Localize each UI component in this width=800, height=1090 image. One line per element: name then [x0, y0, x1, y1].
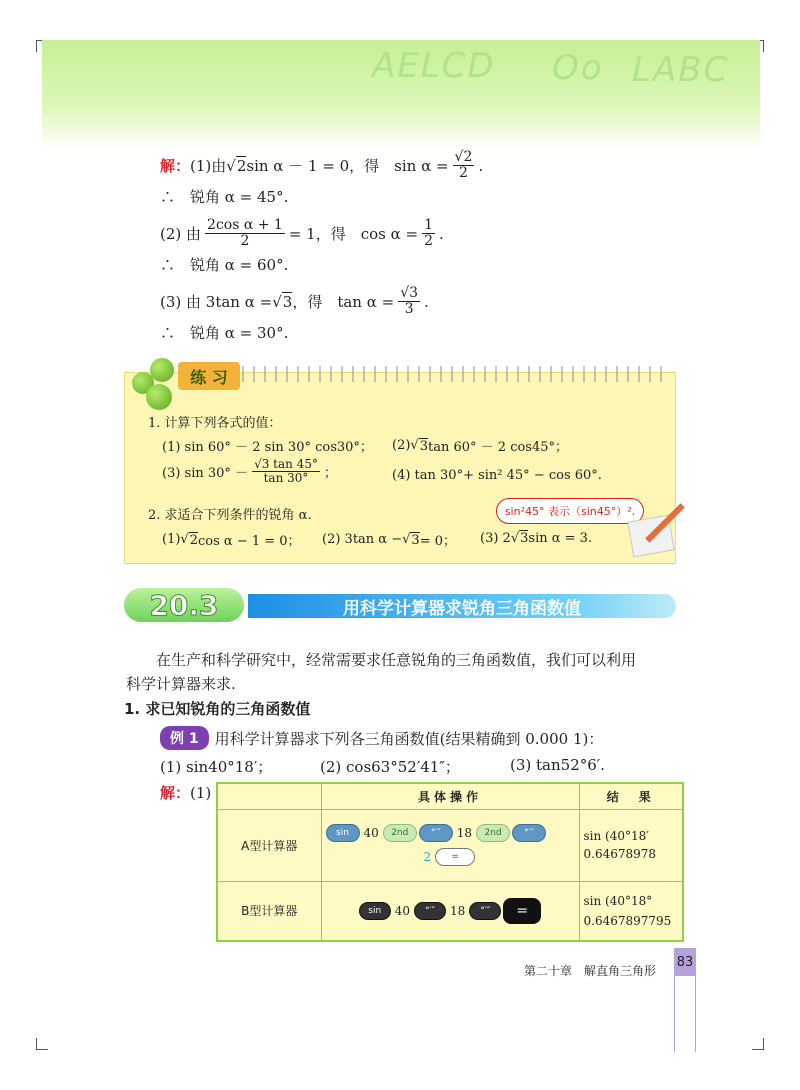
- practice-q1: 1. 计算下列各式的值：: [148, 416, 282, 431]
- sin-key-icon: sin: [359, 902, 391, 920]
- calculator-table: [216, 782, 684, 942]
- sqrt-radicand: 2: [236, 157, 247, 176]
- fraction: [398, 286, 420, 318]
- practice-q1-3: [162, 458, 337, 485]
- solution-text: .: [424, 292, 429, 311]
- conclusion-3: ∴ 锐角 α = 30°.: [160, 324, 289, 342]
- practice-text: cos α − 1 = 0；: [198, 534, 301, 549]
- practice-q1-1: (1) sin 60° － 2 sin 30° cos30°；: [162, 440, 373, 455]
- conclusion-2: ∴ 锐角 α = 60°.: [160, 256, 289, 274]
- banner-decoration-right: LABC: [632, 50, 730, 90]
- row-label: B型计算器: [217, 881, 321, 941]
- practice-q2: 2. 求适合下列条件的锐角 α.: [148, 508, 312, 523]
- notebook-spiral: [242, 366, 662, 382]
- example-badge: 例 1: [160, 726, 209, 750]
- fraction: [422, 218, 435, 250]
- example-text: 用科学计算器求下列各三角函数值(结果精确到 0.000 1)：: [214, 729, 604, 748]
- practice-text: (1): [162, 532, 181, 547]
- solution-text: (2) 由: [160, 225, 202, 244]
- section-title-bar: [248, 594, 676, 618]
- example-solution-start: [160, 782, 211, 803]
- banner-decoration-mid: Oo: [552, 48, 604, 88]
- section-number: 20.3: [149, 588, 219, 622]
- result-expression: sin (40°18°: [583, 893, 653, 908]
- page-edge-rule: [674, 976, 696, 1052]
- table-header: 结 果: [579, 783, 683, 809]
- solution-text: .: [439, 224, 444, 243]
- fraction-numerator: √3 tan 45°: [254, 457, 318, 471]
- second-function-key-icon: 2nd: [476, 824, 510, 842]
- practice-tag: 练 习: [178, 362, 240, 390]
- crop-mark-bottom-left: [36, 1038, 48, 1050]
- solution-text: sin α － 1 = 0，得 sin α =: [246, 157, 449, 176]
- chapter-footer: 第二十章 解直角三角形: [524, 964, 657, 978]
- fraction-denominator: 3: [404, 301, 414, 318]
- practice-text: tan 60° － 2 cos45°；: [428, 440, 569, 455]
- solution-text: ，得 tan α =: [292, 293, 395, 312]
- practice-text: ；: [323, 466, 337, 482]
- table-header: 具体操作: [321, 783, 579, 809]
- operation-cell: [321, 809, 579, 881]
- solution-label: 解：: [160, 157, 191, 176]
- practice-q1-2: (2) √ 3 tan 60° － 2 cos45°；: [392, 438, 569, 455]
- fraction-numerator: 1: [424, 217, 434, 233]
- fraction: [252, 458, 320, 485]
- fraction-numerator: √2: [454, 149, 473, 165]
- equals-key-icon: =: [503, 898, 541, 924]
- conclusion-1: ∴ 锐角 α = 45°.: [160, 188, 289, 206]
- operand: 18: [450, 903, 466, 918]
- table-header: [217, 783, 321, 809]
- fraction-numerator: 2cos α + 1: [207, 217, 283, 233]
- practice-text: (2): [392, 438, 411, 453]
- sqrt-radicand: 3: [520, 531, 529, 546]
- solution-part-number: (1): [190, 783, 212, 802]
- second-function-key-icon: 2nd: [383, 824, 417, 842]
- result-value: 0.6467897795: [583, 913, 672, 928]
- fraction: [453, 150, 475, 182]
- sqrt-radicand: 3: [282, 293, 293, 312]
- degree-key-icon: °′″: [419, 824, 453, 842]
- solution-line-2: [160, 218, 444, 250]
- practice-q2-2: (2) 3tan α − √ 3 = 0；: [322, 532, 456, 549]
- fraction: [205, 218, 285, 250]
- section-title: 用科学计算器求锐角三角函数值: [343, 598, 581, 619]
- result-cell: [579, 881, 683, 941]
- operand: 40: [394, 903, 410, 918]
- fraction-numerator: √3: [400, 285, 419, 301]
- solution-text: = 1，得 cos α =: [288, 225, 419, 244]
- note-bubble: sin²45° 表示（sin45°）².: [496, 498, 644, 524]
- table-row: [217, 809, 683, 881]
- section-number-badge: [124, 588, 244, 622]
- table-header-row: [217, 783, 683, 809]
- operand: 2: [423, 850, 432, 864]
- degree-key-icon: °′″: [469, 902, 501, 920]
- practice-text: = 0；: [419, 534, 456, 549]
- fraction-denominator: 2: [424, 233, 434, 250]
- table-row: [217, 881, 683, 941]
- practice-q1-4: (4) tan 30°+ sin² 45° − cos 60°.: [392, 468, 602, 483]
- example-part-3: (3) tan52°6′.: [510, 756, 605, 774]
- fraction-denominator: 2: [459, 165, 468, 182]
- top-banner: [42, 40, 760, 150]
- example-part-1: (1) sin40°18′；: [160, 758, 273, 776]
- practice-q2-1: (1) √ 2 cos α − 1 = 0；: [162, 532, 301, 549]
- result-expression: sin (40°18′: [583, 829, 649, 843]
- sin-key-icon: sin: [326, 824, 360, 842]
- solution-text: (1)由: [190, 157, 227, 176]
- fraction-denominator: 2: [240, 233, 250, 250]
- operation-cell: [321, 881, 579, 941]
- degree-key-icon: °′″: [512, 824, 546, 842]
- result-cell: [579, 809, 683, 881]
- operand: 18: [456, 826, 473, 840]
- practice-text: (3) 2: [480, 530, 511, 546]
- equals-key-icon: =: [435, 848, 475, 866]
- practice-text: (2) 3tan α −: [322, 532, 403, 547]
- practice-q2-3: (3) 2 √ 3 sin α = 3.: [480, 530, 593, 546]
- operand: 40: [363, 826, 379, 840]
- intro-line-1: 在生产和科学研究中，经常需要求任意锐角的三角函数值，我们可以利用: [156, 651, 637, 669]
- intro-line-2: 科学计算器来求.: [126, 675, 236, 693]
- banner-decoration-left: AELCD: [372, 46, 496, 86]
- subsection-heading: 1. 求已知锐角的三角函数值: [124, 700, 311, 718]
- practice-text: (3) sin 30° －: [162, 466, 249, 482]
- example-line: [160, 726, 603, 750]
- sqrt-radicand: 3: [411, 532, 420, 548]
- row-label: A型计算器: [217, 809, 321, 881]
- solution-line-3: (3) 由 3tan α = √ 3 ，得 tan α = $\frac{√3}{3}$ .: [160, 285, 429, 318]
- sqrt-radicand: 3: [419, 438, 428, 454]
- solution-text: (3) 由 3tan α =: [160, 293, 273, 312]
- practice-text: sin α = 3.: [528, 530, 593, 546]
- solution-label: 解：: [160, 784, 191, 802]
- crop-mark-bottom-right: [752, 1038, 764, 1050]
- fraction-denominator: tan 30°: [263, 471, 309, 486]
- example-part-2: (2) cos63°52′41″；: [320, 758, 460, 776]
- solution-line-1: 解： (1)由 √ 2 sin α － 1 = 0，得 sin α = $\frac{√2}{2}$ .: [160, 149, 484, 182]
- degree-key-icon: °′″: [414, 902, 446, 920]
- result-value: 0.64678978: [583, 847, 657, 861]
- solution-text: .: [478, 156, 484, 175]
- sqrt-radicand: 2: [189, 532, 198, 548]
- page-number: 83: [674, 948, 696, 976]
